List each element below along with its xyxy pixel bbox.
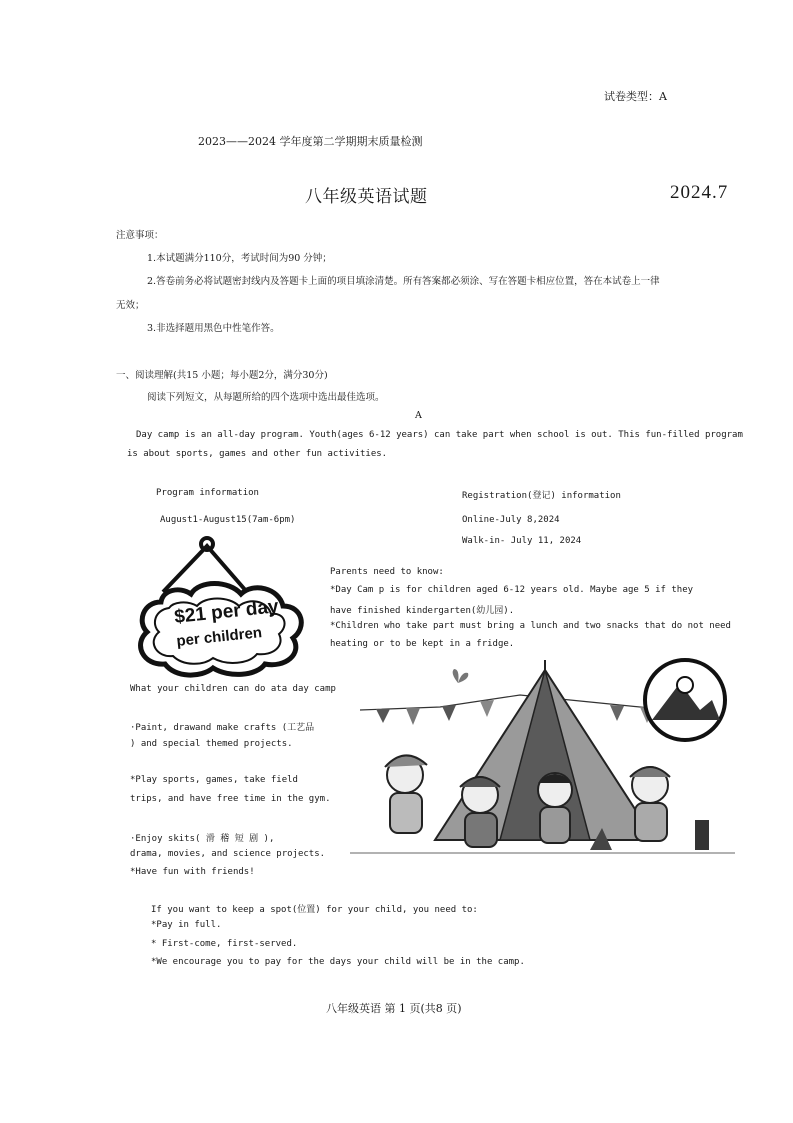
price-line-2: per children [175,624,263,650]
activity-item-2-cont: trips, and have free time in the gym. [130,794,331,804]
registration-online: Online-July 8,2024 [462,515,560,525]
activity-item-3-cont: drama, movies, and science projects. [130,849,326,859]
kid-1 [385,755,427,833]
activity-item-1-cont: ) and special themed projects. [130,739,293,749]
page-title: 八年级英语试题 [305,187,428,207]
kid-4 [630,767,670,841]
bunting-flag [480,700,494,717]
notice-item-1: 1.本试题满分110分，考试时间为90 分钟； [147,253,332,264]
bunting-flag [610,705,624,721]
price-line-1: $21 per day [173,596,280,628]
exam-date: 2024.7 [670,182,729,203]
parents-line-4: heating or to be kept in a fridge. [330,639,515,649]
activities-heading: What your children can do ata day camp [130,684,336,694]
kid-3 [538,773,572,843]
activity-item-4: *Have fun with friends! [130,867,255,877]
bunting-flag [442,705,456,721]
passage-label: A [415,410,422,421]
notice-item-2-cont: 无效； [116,300,145,311]
price-sign [133,532,325,678]
spot-item-2: * First-come, first-served. [151,939,298,949]
parents-line-3: *Children who take part must bring a lunch and two snacks that do not need [330,621,731,631]
parents-heading: Parents need to know: [330,567,444,577]
badge-sun [677,677,693,693]
section-heading: 一、阅读理解(共15 小题；每小题2分，满分30分) [116,370,328,381]
section-instruction: 阅读下列短文，从每题所给的四个选项中选出最佳选项。 [147,392,385,403]
camp-illustration [340,655,740,875]
page-footer: 八年级英语 第 1 页(共8 页) [326,1002,462,1015]
parents-line-2: have finished kindergarten(幼儿园). [330,606,515,616]
exam-name: 2023——2024 学年度第二学期期末质量检测 [198,135,423,148]
parents-line-1: *Day Cam p is for children aged 6-12 years old. Maybe age 5 if they [330,585,694,595]
spot-item-3: *We encourage you to pay for the days your child will be in the camp. [151,957,525,967]
lantern-icon [695,820,709,850]
activity-item-3: ·Enjoy skits( 滑 稽 短 剧 ), [130,834,275,844]
bunting-string [360,695,670,710]
butterfly-icon [453,669,469,683]
program-heading: Program information [156,488,259,498]
registration-walkin: Walk-in- July 11, 2024 [462,536,582,546]
notice-item-3: 3.非选择题用黑色中性笔作答。 [147,323,280,334]
notice-item-2: 2.答卷前务必将试题密封线内及答题卡上面的项目填涂清楚。所有答案都必须涂、写在答题卡相应位置，答在本试卷上一律 [147,276,660,287]
activity-item-1: ·Paint, drawand make crafts (工艺品 [130,723,315,733]
bunting-flag [406,708,420,725]
bunting-flag [376,709,390,723]
program-dates: August1-August15(7am-6pm) [160,515,296,525]
activity-item-2: *Play sports, games, take field [130,775,298,785]
spot-item-1: *Pay in full. [151,920,222,930]
paper-type: 试卷类型：A [604,90,667,103]
registration-heading: Registration(登记) information [462,491,621,501]
passage-intro-line-2: is about sports, games and other fun activities. [127,449,388,459]
notice-heading: 注意事项： [116,230,164,241]
passage-intro-line-1: Day camp is an all-day program. Youth(ages 6-12 years) can take part when school is out. This fun-filled program [136,430,743,440]
spot-heading: If you want to keep a spot(位置) for your child, you need to: [151,905,478,915]
